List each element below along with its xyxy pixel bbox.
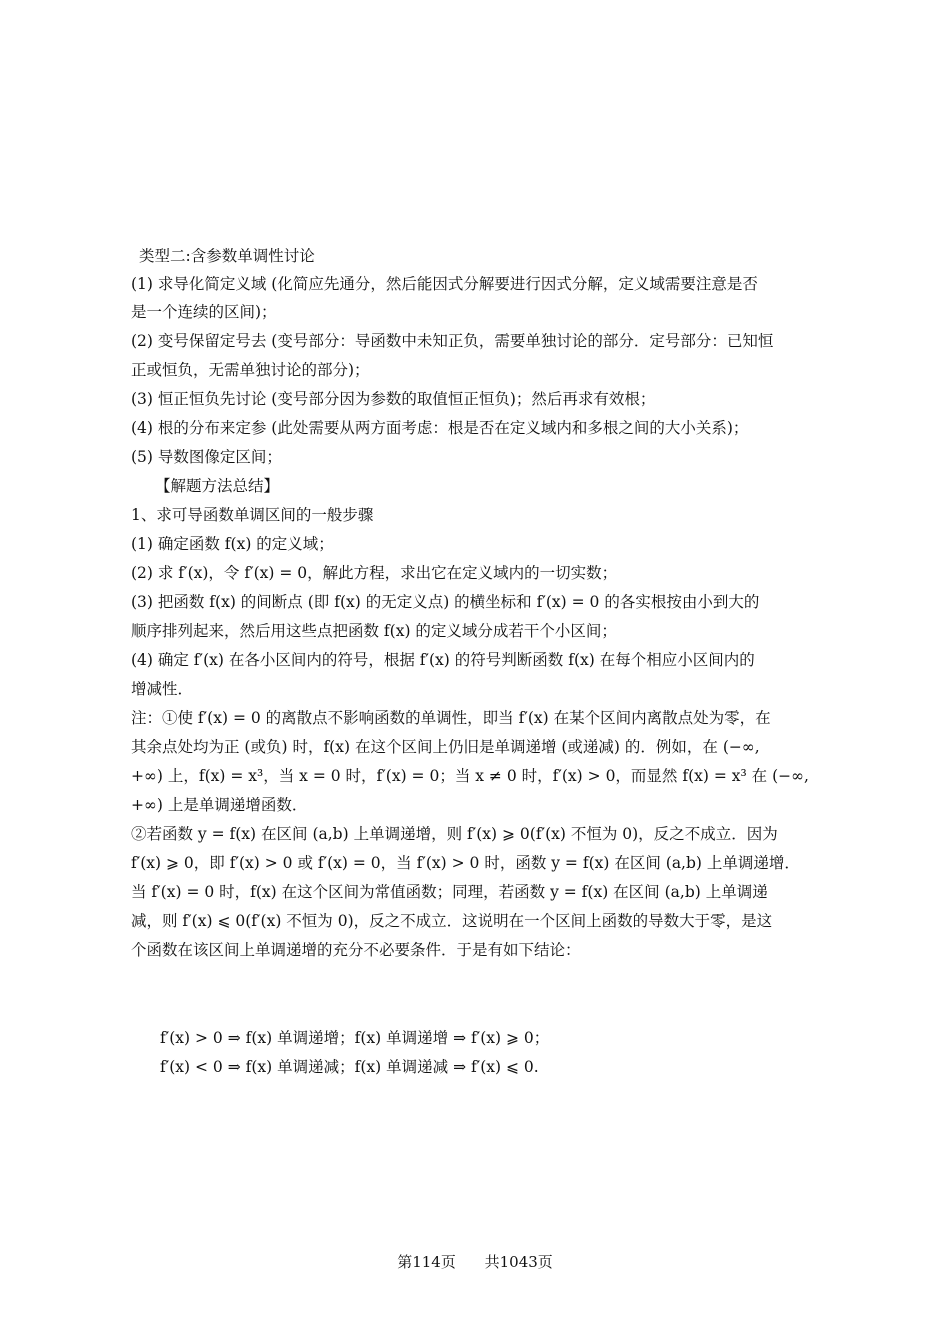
summary-heading: 【解题方法总结】 (155, 477, 280, 495)
page-number: 第114页 (397, 1253, 456, 1271)
step-line: (4) 根的分布来定参 (此处需要从两方面考虑：根是否在定义域内和多根之间的大小关系)； (131, 419, 749, 437)
method-line: (1) 确定函数 f(x) 的定义域； (131, 535, 334, 553)
method-line: 增减性． (131, 680, 194, 698)
step-line: (2) 变号保留定号去 (变号部分：导函数中未知正负，需要单独讨论的部分．定号部分：已知恒 (131, 332, 774, 350)
note-line: +∞) 上，f(x) = x³，当 x = 0 时，f′(x) = 0；当 x ≠ 0 时，f′(x) > 0，而显然 f(x) = x³ 在 (−∞, (131, 767, 809, 785)
method-line: (2) 求 f′(x)，令 f′(x) = 0，解此方程，求出它在定义域内的一切实数； (131, 564, 618, 582)
method-line: 顺序排列起来，然后用这些点把函数 f(x) 的定义域分成若干个小区间； (131, 622, 617, 640)
note-line: 个函数在该区间上单调递增的充分不必要条件．于是有如下结论： (131, 941, 581, 959)
step-line: 是一个连续的区间)； (131, 303, 277, 321)
note-line: 当 f′(x) = 0 时，f(x) 在这个区间为常值函数；同理，若函数 y = f(x) 在区间 (a,b) 上单调递 (131, 883, 768, 901)
conclusion-line: f′(x) > 0 ⇒ f(x) 单调递增；f(x) 单调递增 ⇒ f′(x) ⩾ 0； (160, 1029, 550, 1047)
note-line: 其余点处均为正 (或负) 时，f(x) 在这个区间上仍旧是单调递增 (或递减) 的．例如，在 (−∞, (131, 738, 760, 756)
conclusion-line: f′(x) < 0 ⇒ f(x) 单调递减；f(x) 单调递减 ⇒ f′(x) ⩽ 0. (160, 1058, 539, 1076)
method-line: (4) 确定 f′(x) 在各小区间内的符号，根据 f′(x) 的符号判断函数 f(x) 在每个相应小区间内的 (131, 651, 755, 669)
step-line: (5) 导数图像定区间； (131, 448, 282, 466)
page-footer (0, 1250, 950, 1274)
step-line: (3) 恒正恒负先讨论 (变号部分因为参数的取值恒正恒负)；然后再求有效根； (131, 390, 656, 408)
note-line: 减，则 f′(x) ⩽ 0(f′(x) 不恒为 0)，反之不成立．这说明在一个区间上函数的导数大于零，是这 (131, 912, 773, 930)
note-line: 注：①使 f′(x) = 0 的离散点不影响函数的单调性，即当 f′(x) 在某个区间内离散点处为零，在 (131, 709, 771, 727)
step-line: 正或恒负，无需单独讨论的部分)； (131, 361, 370, 379)
step-line: (1) 求导化简定义域 (化简应先通分，然后能因式分解要进行因式分解，定义域需要注意是否 (131, 275, 758, 293)
note-line: f′(x) ⩾ 0，即 f′(x) > 0 或 f′(x) = 0，当 f′(x) > 0 时，函数 y = f(x) 在区间 (a,b) 上单调递增． (131, 854, 800, 872)
method-line: 1、求可导函数单调区间的一般步骤 (131, 506, 374, 524)
method-line: (3) 把函数 f(x) 的间断点 (即 f(x) 的无定义点) 的横坐标和 f′(x) = 0 的各实根按由小到大的 (131, 593, 760, 611)
total-pages: 共1043页 (484, 1253, 553, 1271)
section-title: 类型二:含参数单调性讨论 (139, 247, 315, 265)
note-line: +∞) 上是单调递增函数． (131, 796, 308, 814)
note-line: ②若函数 y = f(x) 在区间 (a,b) 上单调递增，则 f′(x) ⩾ 0(f′(x) 不恒为 0)，反之不成立．因为 (131, 825, 778, 843)
